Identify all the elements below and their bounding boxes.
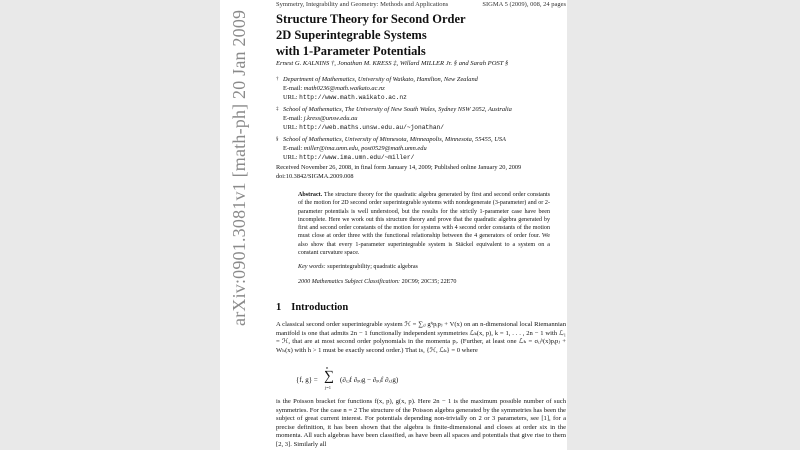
affiliation-department: School of Mathematics, The University of New South Wales, Sydney NSW 2052, Australia — [283, 106, 512, 113]
sum-upper-limit: n — [326, 365, 329, 370]
paper-title — [276, 11, 566, 59]
affiliation-symbol: † — [276, 77, 279, 82]
affiliation-symbol: ‡ — [276, 107, 279, 112]
keywords-label: Key words: — [298, 264, 326, 270]
email-label: E-mail: — [283, 115, 303, 122]
email-address[interactable]: miller@ima.umn.edu, post0529@math.umn.edu — [303, 145, 427, 152]
abstract-label: Abstract. — [298, 192, 323, 198]
running-head-right: SIGMA 5 (2009), 008, 24 pages — [482, 1, 566, 8]
affiliation-email-row — [283, 85, 385, 94]
email-label: E-mail: — [283, 85, 303, 92]
section-heading — [276, 302, 566, 313]
url-link[interactable]: http://www.math.waikato.ac.nz — [299, 94, 407, 101]
keywords — [298, 264, 550, 270]
poisson-bracket-equation — [296, 367, 496, 391]
equation-rhs: (∂ₓⱼf ∂ₚⱼg − ∂ₚⱼf ∂ₓⱼg) — [340, 376, 399, 384]
email-address[interactable]: j.kress@unsw.edu.au — [303, 115, 358, 122]
abstract — [298, 191, 550, 257]
affiliation-email-row — [283, 145, 427, 154]
equation-lhs: {f, g} = — [296, 376, 318, 384]
viewer-background-left — [0, 0, 220, 450]
affiliation-department: Department of Mathematics, University of Waikato, Hamilton, New Zealand — [283, 76, 478, 83]
url-label: URL: — [283, 94, 298, 101]
title-line-2: 2D Superintegrable Systems — [276, 28, 427, 42]
affiliation-email-row — [283, 115, 357, 124]
url-label: URL: — [283, 154, 298, 161]
doi-line[interactable]: doi:10.3842/SIGMA.2009.008 — [276, 172, 354, 180]
summation-symbol: ∑ — [324, 369, 334, 384]
url-link[interactable]: http://www.ima.umn.edu/~miller/ — [299, 154, 415, 161]
msc-classification — [298, 279, 550, 285]
title-line-3: with 1-Parameter Potentials — [276, 44, 426, 58]
authors-line: Ernest G. KALNINS †, Jonathan M. KRESS ‡, Willard MILLER Jr. § and Sarah POST § — [276, 60, 509, 67]
running-head — [276, 1, 566, 8]
sum-lower-limit: j=1 — [325, 385, 332, 390]
section-title: Introduction — [291, 302, 349, 313]
keywords-text: superintegrability; quadratic algebras — [327, 264, 418, 270]
msc-codes: 20C99; 20C35; 22E70 — [401, 279, 457, 285]
viewer-background-right — [567, 0, 800, 450]
received-line: Received November 26, 2008, in final form January 14, 2009; Published online January 20, 2009 — [276, 164, 522, 171]
intro-paragraph-1: A classical second order superintegrable system ℋ = ∑ᵢⱼ gⁱʲpᵢpⱼ + V(x) on an n-dimensional local Riemannian manifold is one that admits 2n − 1 functionally independent symmetries ℒₖ(x, p), k = 1, . . . , 2n − 1 with ℒ₁ = ℋ, that are at most second order polynomials in the momenta pᵢ. (Further, at least one ℒₕ = σᵢⱼʰ(x)pᵢpⱼ + Wₕ(x) with h > 1 must be exactly second order.) That is, {ℋ, ℒₖ} = 0 where — [276, 321, 566, 354]
running-head-left: Symmetry, Integrability and Geometry: Methods and Applications — [276, 1, 449, 8]
url-link[interactable]: http://web.maths.unsw.edu.au/~jonathan/ — [299, 124, 444, 131]
affiliation-url-row — [283, 154, 414, 163]
arxiv-stamp — [221, 9, 253, 326]
abstract-text: The structure theory for the quadratic algebra generated by first and second order constants of the motion for 2D second order superintegrable systems with nondegenerate (3-parameter) and or 2-parameter potentials is well understood, but the results for the strictly 1-parameter case have been incomplete. Here we work out this structure theory and prove that the quadratic algebra generated by first and second order constants of the motion for systems with 4 second order constants of the motion must close at order three with the functional relationship between the 4 generators of order four. We also show that every 1-parameter superintegrable system is Stäckel equivalent to a system on a constant curvature space. — [298, 192, 550, 257]
msc-label: 2000 Mathematics Subject Classification: — [298, 279, 401, 285]
intro-paragraph-2: is the Poisson bracket for functions f(x, p), g(x, p). Here 2n − 1 is the maximum possible number of such symmetries. For the case n = 2 The structure of the Poisson algebra generated by the symmetries has been the subject of great current interest. For potentials depending non-trivially on 2 or 3 parameters, see [1], for a precise definition, it has been shown that the algebra is finite-dimensional and closes at order six in the momenta. All such algebras have been classified, as have been all spaces and potentials that give rise to them [2, 3]. Similarly all — [276, 398, 566, 448]
url-label: URL: — [283, 124, 298, 131]
section-number: 1 — [276, 302, 282, 313]
title-line-1: Structure Theory for Second Order — [276, 12, 466, 26]
affiliation-symbol: § — [276, 137, 279, 142]
affiliation-url-row — [283, 94, 407, 103]
affiliation-department: School of Mathematics, University of Minnesota, Minneapolis, Minnesota, 55455, USA — [283, 136, 506, 143]
affiliation-url-row — [283, 124, 444, 133]
email-label: E-mail: — [283, 145, 303, 152]
publication-history — [276, 164, 566, 182]
arxiv-stamp-text: arXiv:0901.3081v1 [math-ph] 20 Jan 2009 — [229, 9, 249, 326]
email-address[interactable]: math0236@math.waikato.ac.nz — [303, 85, 385, 92]
